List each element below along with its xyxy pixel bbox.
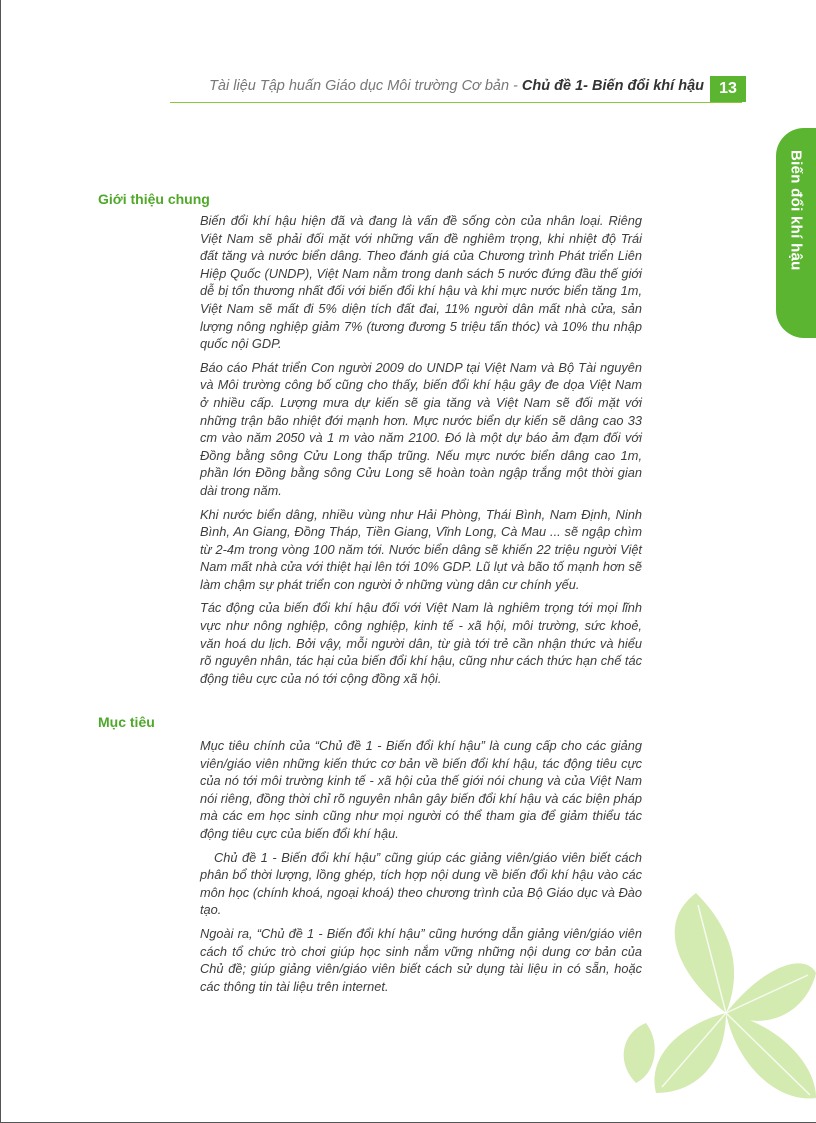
header-doc-title: Tài liệu Tập huấn Giáo dục Môi trường Cơ bản - [209, 78, 522, 94]
paragraph: Chủ đề 1 - Biến đổi khí hậu” cũng giúp các giảng viên/giáo viên biết cách phân bổ thời lượng, lồng ghép, tích hợp nội dung về biến đổi khí hậu vào các môn học (chính khoá, ngoại khoá) theo chương trình của Bộ Giáo dục và Đào tạo. [200, 849, 642, 918]
paragraph: Mục tiêu chính của “Chủ đề 1 - Biến đổi khí hậu” là cung cấp cho các giảng viên/giáo viên những kiến thức cơ bản về biến đổi khí hậu, tác động tiêu cực của nó tới môi trường kinh tế - xã hội của thế giới nói chung và của Việt Nam nói riêng, đồng thời chỉ rõ nguyên nhân gây biến đổi khí hậu và các biện pháp mà các em học sinh cũng như mọi người có thể tham gia để giảm thiểu tác động tiêu cực của biến đổi khí hậu. [200, 738, 642, 841]
header-topic-title: Chủ đề 1- Biến đổi khí hậu [521, 78, 704, 94]
paragraph: Báo cáo Phát triển Con người 2009 do UNDP tại Việt Nam và Bộ Tài nguyên và Môi trường công bố cũng cho thấy, biến đổi khí hậu gây đe dọa Việt Nam ở nhiều cấp. Lượng mưa dự kiến sẽ gia tăng và Việt Nam sẽ đối mặt với những trận bão nhiệt đới mạnh hơn. Mực nước biển dự kiến sẽ dâng cao 33 cm vào năm 2050 và 1 m vào năm 2100. Đó là một dự báo ảm đạm đối với Đồng bằng sông Cửu Long thấp trũng. Nếu mực nước biển dâng cao 1m, phần lớn Đồng bằng sông Cửu Long sẽ hoàn toàn ngập trắng một thời gian dài trong năm. [200, 359, 642, 498]
leaf-decoration [616, 883, 816, 1123]
side-tab-label: Biến đổi khí hậu [787, 150, 805, 271]
paragraph: Ngoài ra, “Chủ đề 1 - Biến đổi khí hậu” cũng hướng dẫn giảng viên/giáo viên cách tổ chức trò chơi giúp học sinh nắm vững những nội dung cơ bản của Chủ đề; giúp giảng viên/giáo viên biết cách sử dụng tài liệu in có sẵn, hoặc các thông tin tài liệu trên internet. [200, 925, 642, 994]
section-body-objectives [200, 737, 642, 1001]
section-body-intro [200, 212, 642, 693]
section-heading-intro: Giới thiệu chung [98, 191, 210, 207]
header-rule [170, 102, 742, 103]
paragraph: Khi nước biển dâng, nhiều vùng như Hải Phòng, Thái Bình, Nam Định, Ninh Bình, An Giang, Đồng Tháp, Tiền Giang, Vĩnh Long, Cà Mau ... sẽ ngập chìm từ 2-4m trong vòng 100 năm tới. Nước biển dâng sẽ khiến 22 triệu người Việt Nam mất nhà cửa với thiệt hại lên tới 10% GDP. Lũ lụt và bão tố mạnh hơn sẽ làm chậm sự phát triển con người ở những vùng dân cư chính yếu. [200, 506, 642, 592]
page-border-left [0, 0, 1, 1123]
section-heading-objectives: Mục tiêu [98, 714, 155, 730]
running-header [209, 78, 704, 94]
paragraph: Biến đổi khí hậu hiện đã và đang là vấn đề sống còn của nhân loại. Riêng Việt Nam sẽ phải đối mặt với những vấn đề nghiêm trọng, khi nhiệt độ Trái đất tăng và nước biển dâng. Theo đánh giá của Chương trình Phát triển Liên Hiệp Quốc (UNDP), Việt Nam nằm trong danh sách 5 nước đứng đầu thế giới dễ bị tổn thương nhất đối với biến đổi khí hậu và khi mực nước biển tăng 1m, Việt Nam sẽ mất đi 5% diện tích đất đai, 11% người dân mất nhà cửa, sản lượng nông nghiệp giảm 7% (tương đương 5 triệu tấn thóc) và 10% thu nhập quốc nội GDP. [200, 213, 642, 352]
paragraph: Tác động của biến đổi khí hậu đối với Việt Nam là nghiêm trọng tới mọi lĩnh vực như nông nghiệp, công nghiệp, kinh tế - xã hội, môi trường, sức khoẻ, văn hoá du lịch. Bởi vậy, mỗi người dân, từ già tới trẻ cần nhận thức và hiểu rõ nguyên nhân, tác hại của biến đổi khí hậu, cũng như cách thức hạn chế tác động tiêu cực của nó tới cộng đồng xã hội. [200, 600, 642, 686]
page-number: 13 [710, 76, 746, 102]
